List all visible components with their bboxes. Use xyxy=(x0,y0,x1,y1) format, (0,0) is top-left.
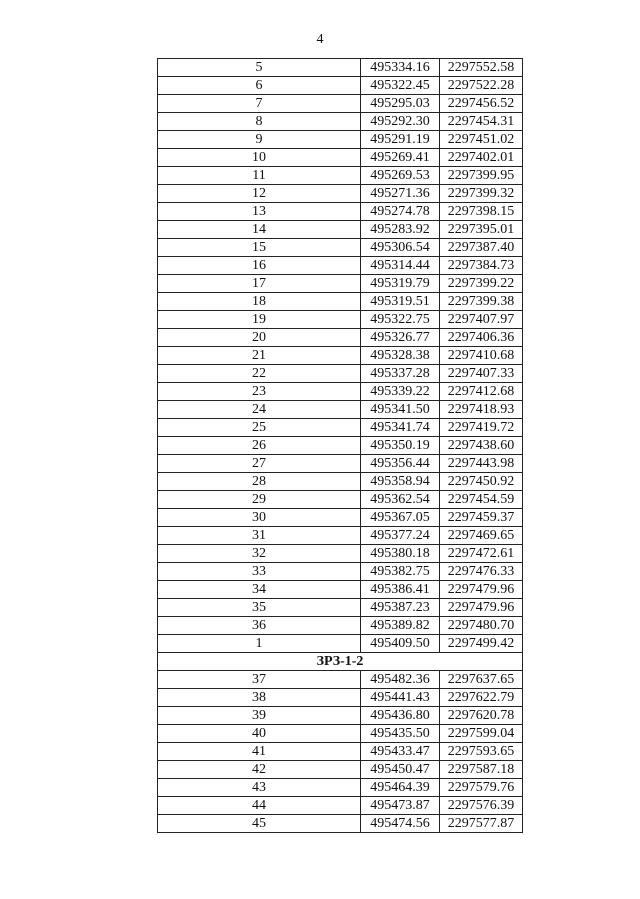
point-number-cell: 27 xyxy=(158,455,361,473)
table-row xyxy=(158,707,523,725)
x-coordinate-cell: 495283.92 xyxy=(361,221,440,239)
y-coordinate-cell: 2297399.38 xyxy=(440,293,523,311)
table-row xyxy=(158,563,523,581)
point-number-cell: 38 xyxy=(158,689,361,707)
table-row xyxy=(158,743,523,761)
table-row xyxy=(158,59,523,77)
y-coordinate-cell: 2297479.96 xyxy=(440,581,523,599)
x-coordinate-cell: 495358.94 xyxy=(361,473,440,491)
y-coordinate-cell: 2297399.22 xyxy=(440,275,523,293)
point-number-cell: 23 xyxy=(158,383,361,401)
y-coordinate-cell: 2297476.33 xyxy=(440,563,523,581)
table-row xyxy=(158,779,523,797)
table-row xyxy=(158,761,523,779)
y-coordinate-cell: 2297454.31 xyxy=(440,113,523,131)
point-number-cell: 36 xyxy=(158,617,361,635)
table-row xyxy=(158,167,523,185)
table-row xyxy=(158,239,523,257)
x-coordinate-cell: 495341.74 xyxy=(361,419,440,437)
table-row xyxy=(158,293,523,311)
x-coordinate-cell: 495474.56 xyxy=(361,815,440,833)
x-coordinate-cell: 495322.45 xyxy=(361,77,440,95)
x-coordinate-cell: 495441.43 xyxy=(361,689,440,707)
table-row xyxy=(158,797,523,815)
y-coordinate-cell: 2297587.18 xyxy=(440,761,523,779)
table-row xyxy=(158,599,523,617)
x-coordinate-cell: 495291.19 xyxy=(361,131,440,149)
x-coordinate-cell: 495387.23 xyxy=(361,599,440,617)
table-row xyxy=(158,689,523,707)
point-number-cell: 35 xyxy=(158,599,361,617)
point-number-cell: 18 xyxy=(158,293,361,311)
point-number-cell: 21 xyxy=(158,347,361,365)
point-number-cell: 10 xyxy=(158,149,361,167)
y-coordinate-cell: 2297620.78 xyxy=(440,707,523,725)
x-coordinate-cell: 495367.05 xyxy=(361,509,440,527)
point-number-cell: 32 xyxy=(158,545,361,563)
point-number-cell: 5 xyxy=(158,59,361,77)
x-coordinate-cell: 495464.39 xyxy=(361,779,440,797)
table-row xyxy=(158,257,523,275)
x-coordinate-cell: 495314.44 xyxy=(361,257,440,275)
x-coordinate-cell: 495322.75 xyxy=(361,311,440,329)
y-coordinate-cell: 2297399.95 xyxy=(440,167,523,185)
section-header xyxy=(158,653,523,671)
point-number-cell: 24 xyxy=(158,401,361,419)
table-row xyxy=(158,671,523,689)
x-coordinate-cell: 495350.19 xyxy=(361,437,440,455)
point-number-cell: 15 xyxy=(158,239,361,257)
x-coordinate-cell: 495362.54 xyxy=(361,491,440,509)
y-coordinate-cell: 2297576.39 xyxy=(440,797,523,815)
point-number-cell: 37 xyxy=(158,671,361,689)
y-coordinate-cell: 2297599.04 xyxy=(440,725,523,743)
point-number-cell: 42 xyxy=(158,761,361,779)
table-row xyxy=(158,329,523,347)
page-number: 4 xyxy=(316,32,324,47)
y-coordinate-cell: 2297451.02 xyxy=(440,131,523,149)
point-number-cell: 20 xyxy=(158,329,361,347)
table-row xyxy=(158,347,523,365)
point-number-cell: 19 xyxy=(158,311,361,329)
x-coordinate-cell: 495292.30 xyxy=(361,113,440,131)
x-coordinate-cell: 495380.18 xyxy=(361,545,440,563)
table-row xyxy=(158,383,523,401)
x-coordinate-cell: 495271.36 xyxy=(361,185,440,203)
x-coordinate-cell: 495326.77 xyxy=(361,329,440,347)
y-coordinate-cell: 2297407.97 xyxy=(440,311,523,329)
point-number-cell: 8 xyxy=(158,113,361,131)
point-number-cell: 7 xyxy=(158,95,361,113)
table-row xyxy=(158,581,523,599)
y-coordinate-cell: 2297399.32 xyxy=(440,185,523,203)
point-number-cell: 9 xyxy=(158,131,361,149)
table-row xyxy=(158,131,523,149)
table-row xyxy=(158,95,523,113)
y-coordinate-cell: 2297384.73 xyxy=(440,257,523,275)
x-coordinate-cell: 495356.44 xyxy=(361,455,440,473)
table-row xyxy=(158,491,523,509)
point-number-cell: 26 xyxy=(158,437,361,455)
y-coordinate-cell: 2297459.37 xyxy=(440,509,523,527)
x-coordinate-cell: 495382.75 xyxy=(361,563,440,581)
section-row xyxy=(158,653,523,671)
table-row xyxy=(158,401,523,419)
y-coordinate-cell: 2297410.68 xyxy=(440,347,523,365)
table-row xyxy=(158,527,523,545)
x-coordinate-cell: 495319.51 xyxy=(361,293,440,311)
table-row xyxy=(158,185,523,203)
y-coordinate-cell: 2297412.68 xyxy=(440,383,523,401)
point-number-cell: 17 xyxy=(158,275,361,293)
point-number-cell: 13 xyxy=(158,203,361,221)
x-coordinate-cell: 495334.16 xyxy=(361,59,440,77)
y-coordinate-cell: 2297479.96 xyxy=(440,599,523,617)
x-coordinate-cell: 495306.54 xyxy=(361,239,440,257)
y-coordinate-cell: 2297438.60 xyxy=(440,437,523,455)
y-coordinate-cell: 2297418.93 xyxy=(440,401,523,419)
table-row xyxy=(158,149,523,167)
table-row xyxy=(158,455,523,473)
x-coordinate-cell: 495482.36 xyxy=(361,671,440,689)
point-number-cell: 28 xyxy=(158,473,361,491)
x-coordinate-cell: 495328.38 xyxy=(361,347,440,365)
table-body-before xyxy=(158,59,523,653)
table-row xyxy=(158,365,523,383)
x-coordinate-cell: 495436.80 xyxy=(361,707,440,725)
table-row xyxy=(158,509,523,527)
y-coordinate-cell: 2297454.59 xyxy=(440,491,523,509)
point-number-cell: 14 xyxy=(158,221,361,239)
y-coordinate-cell: 2297499.42 xyxy=(440,635,523,653)
point-number-cell: 25 xyxy=(158,419,361,437)
y-coordinate-cell: 2297577.87 xyxy=(440,815,523,833)
table-row xyxy=(158,221,523,239)
x-coordinate-cell: 495274.78 xyxy=(361,203,440,221)
y-coordinate-cell: 2297419.72 xyxy=(440,419,523,437)
point-number-cell: 40 xyxy=(158,725,361,743)
y-coordinate-cell: 2297387.40 xyxy=(440,239,523,257)
point-number-cell: 1 xyxy=(158,635,361,653)
x-coordinate-cell: 495409.50 xyxy=(361,635,440,653)
x-coordinate-cell: 495269.41 xyxy=(361,149,440,167)
point-number-cell: 11 xyxy=(158,167,361,185)
y-coordinate-cell: 2297407.33 xyxy=(440,365,523,383)
table-row xyxy=(158,545,523,563)
point-number-cell: 45 xyxy=(158,815,361,833)
table-row xyxy=(158,275,523,293)
y-coordinate-cell: 2297480.70 xyxy=(440,617,523,635)
y-coordinate-cell: 2297395.01 xyxy=(440,221,523,239)
x-coordinate-cell: 495377.24 xyxy=(361,527,440,545)
y-coordinate-cell: 2297456.52 xyxy=(440,95,523,113)
table-row xyxy=(158,311,523,329)
x-coordinate-cell: 495435.50 xyxy=(361,725,440,743)
y-coordinate-cell: 2297593.65 xyxy=(440,743,523,761)
point-number-cell: 44 xyxy=(158,797,361,815)
y-coordinate-cell: 2297406.36 xyxy=(440,329,523,347)
y-coordinate-cell: 2297622.79 xyxy=(440,689,523,707)
x-coordinate-cell: 495389.82 xyxy=(361,617,440,635)
table-row xyxy=(158,635,523,653)
y-coordinate-cell: 2297552.58 xyxy=(440,59,523,77)
y-coordinate-cell: 2297398.15 xyxy=(440,203,523,221)
y-coordinate-cell: 2297579.76 xyxy=(440,779,523,797)
x-coordinate-cell: 495339.22 xyxy=(361,383,440,401)
table-row xyxy=(158,419,523,437)
y-coordinate-cell: 2297637.65 xyxy=(440,671,523,689)
section-label: ЗРЗ-1-2 xyxy=(158,653,523,671)
x-coordinate-cell: 495450.47 xyxy=(361,761,440,779)
x-coordinate-cell: 495319.79 xyxy=(361,275,440,293)
point-number-cell: 43 xyxy=(158,779,361,797)
table-row xyxy=(158,725,523,743)
point-number-cell: 29 xyxy=(158,491,361,509)
table-row xyxy=(158,77,523,95)
table-row xyxy=(158,473,523,491)
x-coordinate-cell: 495341.50 xyxy=(361,401,440,419)
y-coordinate-cell: 2297522.28 xyxy=(440,77,523,95)
x-coordinate-cell: 495295.03 xyxy=(361,95,440,113)
y-coordinate-cell: 2297443.98 xyxy=(440,455,523,473)
x-coordinate-cell: 495269.53 xyxy=(361,167,440,185)
point-number-cell: 34 xyxy=(158,581,361,599)
point-number-cell: 31 xyxy=(158,527,361,545)
y-coordinate-cell: 2297472.61 xyxy=(440,545,523,563)
y-coordinate-cell: 2297402.01 xyxy=(440,149,523,167)
coordinates-table xyxy=(157,58,523,833)
point-number-cell: 41 xyxy=(158,743,361,761)
x-coordinate-cell: 495386.41 xyxy=(361,581,440,599)
point-number-cell: 30 xyxy=(158,509,361,527)
y-coordinate-cell: 2297450.92 xyxy=(440,473,523,491)
table-row xyxy=(158,815,523,833)
x-coordinate-cell: 495433.47 xyxy=(361,743,440,761)
table-body-after xyxy=(158,671,523,833)
point-number-cell: 22 xyxy=(158,365,361,383)
table-row xyxy=(158,437,523,455)
point-number-cell: 12 xyxy=(158,185,361,203)
table-row xyxy=(158,617,523,635)
point-number-cell: 16 xyxy=(158,257,361,275)
y-coordinate-cell: 2297469.65 xyxy=(440,527,523,545)
point-number-cell: 6 xyxy=(158,77,361,95)
x-coordinate-cell: 495473.87 xyxy=(361,797,440,815)
point-number-cell: 39 xyxy=(158,707,361,725)
point-number-cell: 33 xyxy=(158,563,361,581)
x-coordinate-cell: 495337.28 xyxy=(361,365,440,383)
table-row xyxy=(158,113,523,131)
table-row xyxy=(158,203,523,221)
